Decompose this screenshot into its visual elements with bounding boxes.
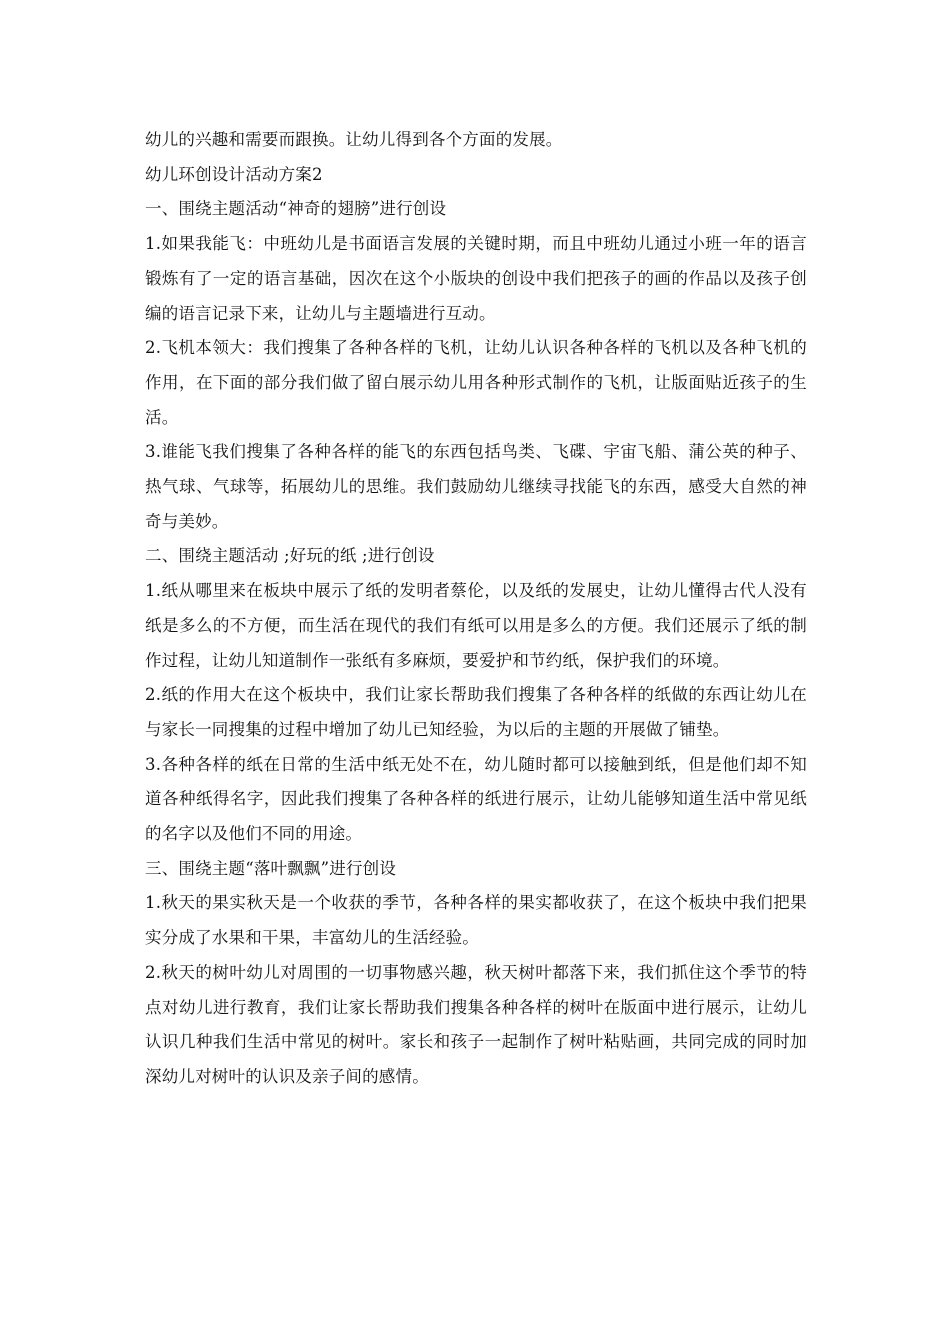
section-heading-3: 三、围绕主题“落叶飘飘”进行创设 — [145, 858, 397, 878]
document-title: 幼儿环创设计活动方案2 — [145, 164, 323, 184]
paragraph-1-3: 3.谁能飞我们搜集了各种各样的能飞的东西包括鸟类、飞碟、宇宙飞船、蒲公英的种子、热气球、气球等，拓展幼儿的思维。我们鼓励幼儿继续寻找能飞的东西，感受大自然的神奇与美妙。 — [145, 442, 807, 531]
paragraph-1-2: 2.飞机本领大：我们搜集了各种各样的飞机，让幼儿认识各种各样的飞机以及各种飞机的作用，在下面的部分我们做了留白展示幼儿用各种形式制作的飞机，让版面贴近孩子的生活。 — [145, 338, 807, 427]
paragraph-continuation: 幼儿的兴趣和需要而跟换。让幼儿得到各个方面的发展。 — [145, 130, 563, 149]
document-body — [145, 123, 807, 1095]
paragraph-2-2: 2.纸的作用大在这个板块中，我们让家长帮助我们搜集了各种各样的纸做的东西让幼儿在与家长一同搜集的过程中增加了幼儿已知经验，为以后的主题的开展做了铺垫。 — [145, 685, 807, 739]
paragraph-1-1: 1.如果我能飞：中班幼儿是书面语言发展的关键时期，而且中班幼儿通过小班一年的语言锻炼有了一定的语言基础，因次在这个小版块的创设中我们把孩子的画的作品以及孩子创编的语言记录下来，让幼儿与主题墙进行互动。 — [145, 234, 807, 323]
section-heading-2: 二、围绕主题活动 ;好玩的纸 ;进行创设 — [145, 546, 435, 566]
paragraph-3-1: 1.秋天的果实秋天是一个收获的季节，各种各样的果实都收获了，在这个板块中我们把果实分成了水果和干果，丰富幼儿的生活经验。 — [145, 893, 807, 948]
paragraph-2-3: 3.各种各样的纸在日常的生活中纸无处不在，幼儿随时都可以接触到纸，但是他们却不知道各种纸得名字，因此我们搜集了各种各样的纸进行展示，让幼儿能够知道生活中常见纸的名字以及他们不同的用途。 — [145, 754, 807, 844]
paragraph-3-2: 2.秋天的树叶幼儿对周围的一切事物感兴趣，秋天树叶都落下来，我们抓住这个季节的特点对幼儿进行教育，我们让家长帮助我们搜集各种各样的树叶在版面中进行展示，让幼儿认识几种我们生活中常见的树叶。家长和孩子一起制作了树叶粘贴画，共同完成的同时加深幼儿对树叶的认识及亲子间的感情。 — [145, 962, 807, 1086]
section-heading-1: 一、围绕主题活动“神奇的翅膀”进行创设 — [145, 199, 447, 219]
paragraph-2-1: 1.纸从哪里来在板块中展示了纸的发明者蔡伦，以及纸的发展史，让幼儿懂得古代人没有纸是多么的不方便，而生活在现代的我们有纸可以用是多么的方便。我们还展示了纸的制作过程，让幼儿知道制作一张纸有多麻烦，要爱护和节约纸，保护我们的环境。 — [145, 581, 807, 670]
